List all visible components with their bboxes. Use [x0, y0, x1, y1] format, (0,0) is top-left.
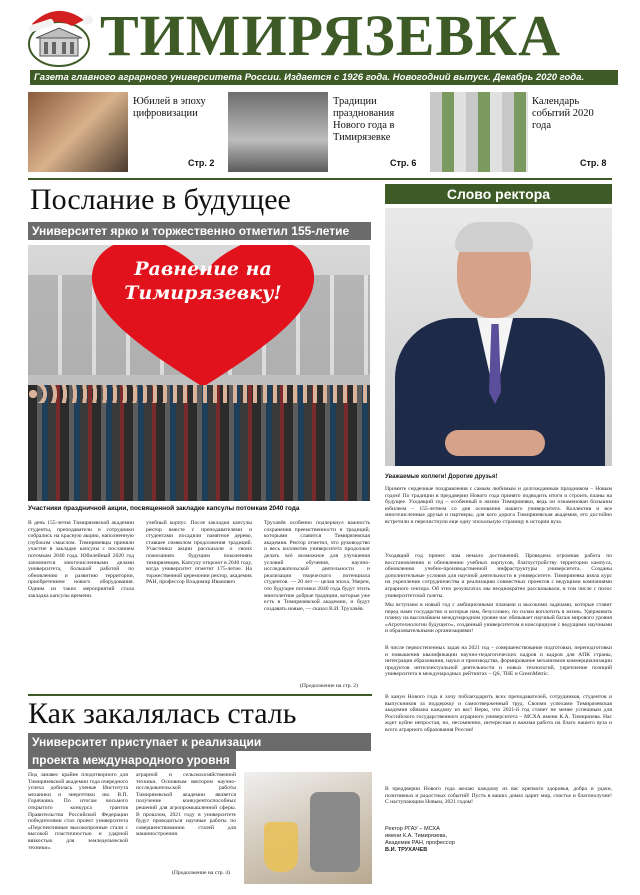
lab-equipment: [310, 792, 360, 872]
article-2-column-1: Под занавес крайне плодотворного для Тимирязевской академии года очередного успеха добилась ученые Института механики и энергетики им. В.П. Горячкина. По итогам восьмого открытого конкурса грантов Правительства Российской Федерации победителями стал проект университета «Перспективные высокопрочные стали с высокой пластичностью и ударной вязкостью для земледельческой техники».: [28, 772, 128, 851]
article-1-column-2: учебный корпус. После закладки капсулы ректор вместе с преподавателями и студентами посадили памятное дерево, ставшее символом продолжения традиций. Участники акции рассказали о своих пожеланиях будущим поколениям тимирязевцев. Капсулу откроют в 2040 году, когда университет отметит 175-летие. На торжественной церемонии ректор, академик РАН, профессор Владимир Иванович: [146, 520, 252, 586]
crowd-heads: [28, 385, 370, 403]
article-2-divider: [28, 694, 372, 696]
rector-body-3: Мы вступаем в новый год с амбициозными планами и высокими задачами, которые ставит перед нами государство и которые нам, безусловно, по силам воплотить в жизнь. Удерживать планку на высочайшем международном уровне нас обязывает научный багаж мирового уровня «Агротехнологии будущего», созданный университетом в консорциуме с ведущими научными и образовательными организациями!: [385, 602, 612, 635]
signature-line-3: Академик РАН, профессор: [385, 840, 455, 846]
teaser-2-text: Традиции празднования Нового года в Тимирязевке: [333, 96, 395, 143]
rector-hair: [455, 222, 533, 252]
teaser-1-text: Юбилей в эпоху цифровизации: [133, 96, 206, 119]
article-2-subtitle-2: проекта международного уровня: [28, 751, 236, 769]
signature-line-1: Ректор РГАУ – МСХА: [385, 826, 440, 832]
teaser-divider: [28, 178, 612, 180]
teaser-photo-calendar: [430, 92, 528, 172]
article-1-caption: Участники праздничной акции, посвященной закладке капсулы потомкам 2040 года: [28, 505, 300, 512]
rector-body-2: Уходящий год принес нам немало достижений. Проведена огромная работа по восстановлению и обновлению учебных корпусов, благоустройству территории кампуса, обновлению учебно-производственной инфраструктуры университета. Созданы дополнительные условия для научной деятельности в университете. Тимирязевка взяла курс на укрепление сотрудничества и реализацию совместных проектов с ведущими компаниями аграрного сектора. Об этих результатах мы неоднократно рассказывали, в том числе с полос университетской газеты.: [385, 553, 612, 599]
teaser-3-page: Стр. 8: [580, 158, 607, 168]
masthead-tagline: Газета главного аграрного университета России. Издается с 1926 года. Новогодний выпуск. Декабрь 2020 года.: [30, 70, 618, 85]
article-2-title: Как закалялась сталь: [28, 697, 297, 730]
article-2-continued: (Продолжение на стр. 4): [172, 870, 230, 876]
teaser-1-page: Стр. 2: [188, 158, 215, 168]
masthead-title: ТИМИРЯЗЕВКА: [100, 3, 562, 68]
heart-text: Равнение на Тимирязевку!: [124, 258, 282, 304]
rector-body-6: В преддверии Нового года желаю каждому из вас крепкого здоровья, добра и удачи, позитивных и радостных событий! Пусть в ваших домах царит мир, счастье и благополучие! С наступающим Новым, 2021 годом!: [385, 786, 612, 806]
teaser-3-text: Календарь событий 2020 года: [532, 96, 594, 131]
rector-portrait: [385, 208, 612, 466]
article-1-column-1: В день 155-летия Тимирязевской академии студенты, преподаватели и сотрудники собрались на красную акцию, наполненную глубоким смыслом. Тимирязевцы приняли участие в закладке капсулы с посланием потомкам 2040 года. Юбилейный 2020 год запомнится многочисленными делами университета, большой работой по обновлению и развитию территории, приобретением нового оборудования. Одним из таких мероприятий стала закладка капсулы времени.: [28, 520, 134, 599]
signature-line-4: В.И. ТРУХАЧЕВ: [385, 847, 428, 853]
article-2-photo: [244, 772, 372, 884]
rector-hands: [445, 430, 545, 456]
rector-header: Слово ректора: [385, 184, 612, 204]
rector-body-5: В канун Нового года я хочу поблагодарить всех преподавателей, сотрудников, студентов и выпускников за поддержку и самоотверженный труд. Своими успехами Тимирязевская академия обязана каждому из вас! Верю, что 2021-й год станет не менее успешным для Российского государственного аграрного университета – МСХА имени К.А. Тимирязева. Нас ждет куйне непростая, но, несомненно, интересная и важная работа на благо нашего вуза и всего аграрного образования России!: [385, 694, 612, 733]
rector-signature: [385, 826, 525, 854]
signature-line-2: имени К.А. Тимирязева,: [385, 833, 448, 839]
rector-greeting: Уважаемые коллеги! Дорогие друзья!: [385, 474, 498, 480]
article-2-subtitle-1: Университет приступает к реализации: [28, 733, 371, 751]
article-1-title: Послание в будущее: [30, 183, 291, 216]
article-2-column-2: аграрной и сельскохозяйственной техники. Основным вектором научно-исследовательской работы Тимирязевской академии является получение конкурентоспособных решений для агропромышленной сферы. В прошлом, 2021 году в университете будут проводиться научные работы по совершенствованию сталей для машиностроения.: [136, 772, 236, 838]
rector-body-4: В числе первостепенных задач на 2021 год – совершенствование подготовки, переподготовки и повышения квалификации научно-педагогических кадров и кадров для АПК страны, интеграция образования, науки и производства, формирование механизмов коммерциализации продуктов интеллектуальной деятельности и новых технологий, укрепление позиций университета в международных рейтингах – QS, THE и GreenMetric.: [385, 645, 612, 678]
article-1-column-3: Трухачёв особенно подчеркнул важность сохранения преемственности и традиций, которыми славится Тимирязевская академия. Ректор отметил, что руководство и весь коллектив университета продолжат делать всё возможное для улучшения условий обучения, научно-исследовательской деятельности и реализации творческого потенциала студентов. — 20 лет — целая эпоха. Уверен, что будущие потомки 2040 года будут чтить многолетние добрые традиции, которые уже есть в Тимирязевской академии, и будут создавать новые, — сказал В.И. Трухачёв.: [264, 520, 370, 612]
rector-body-1: Примите сердечные поздравления с самым любимым и долгожданным праздником – Новым годом! По традиции в преддверии Нового года принято подводить итоги и строить планы на будущее. Уходящий год – особенный в жизни Тимирязевки, ведь он ознаменован большим юбилеем – 155-летием со дня основания нашего университета. Коллектив и все многочисленные друзья и партнеры, для кого дорога Тимирязевская академия, его достойно встретили и перелистнули еще одну эпохальную страницу в истории вуза.: [385, 486, 612, 525]
teaser-photo-newyear: [228, 92, 328, 172]
article-1-photo: [28, 245, 370, 501]
teaser-2-page: Стр. 6: [390, 158, 417, 168]
teaser-photo-students: [28, 92, 128, 172]
article-1-subtitle: Университет ярко и торжественно отметил 155-летие: [28, 222, 371, 240]
university-logo: [22, 4, 96, 68]
lab-flask: [264, 822, 298, 872]
article-1-continued: (Продолжение на стр. 2): [300, 683, 358, 689]
